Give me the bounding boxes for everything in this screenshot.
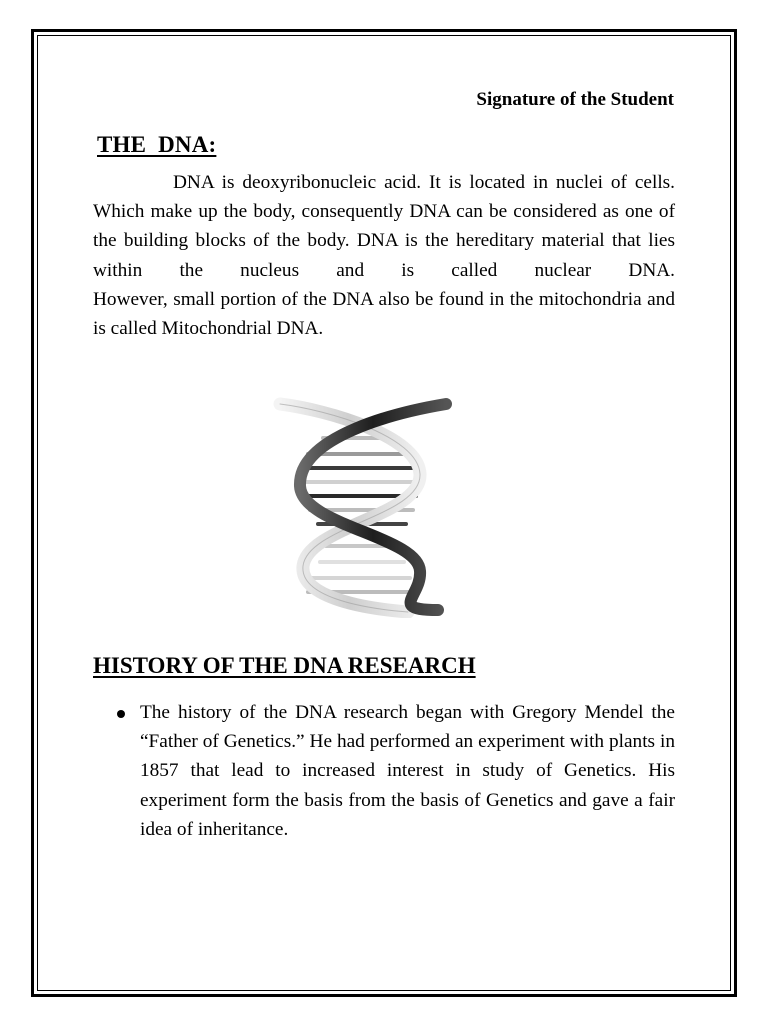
bullet-text: The history of the DNA research began with Gregory Mendel the “Father of Genetics.” He had performed an experiment with plants in 1857 that lead to increased interest in study of Genetics. His experiment form the basis from the basis of Genetics and gave a fair idea of inheritance. bbox=[140, 702, 675, 840]
bullet-icon bbox=[117, 710, 125, 718]
dna-paragraph-part-1: DNA is deoxyribonucleic acid. It is located in nuclei of cells. Which make up the body, consequently DNA can be considered as one of the building blocks of the body. DNA is the hereditary material that lies within the nucleus and is called nuclear DNA. bbox=[93, 172, 675, 281]
dna-paragraph-part-2: However, small portion of the DNA also be found in the mitochondria and is called Mitochondrial DNA. bbox=[93, 288, 675, 340]
signature-label: Signature of the Student bbox=[476, 89, 674, 110]
dna-helix-image bbox=[268, 396, 453, 618]
section-heading-the-dna: THE DNA: bbox=[97, 132, 217, 157]
section-heading-history: HISTORY OF THE DNA RESEARCH bbox=[93, 653, 476, 678]
list-item bbox=[113, 698, 675, 844]
history-bullet-list bbox=[113, 698, 675, 844]
dna-paragraph bbox=[93, 168, 675, 343]
